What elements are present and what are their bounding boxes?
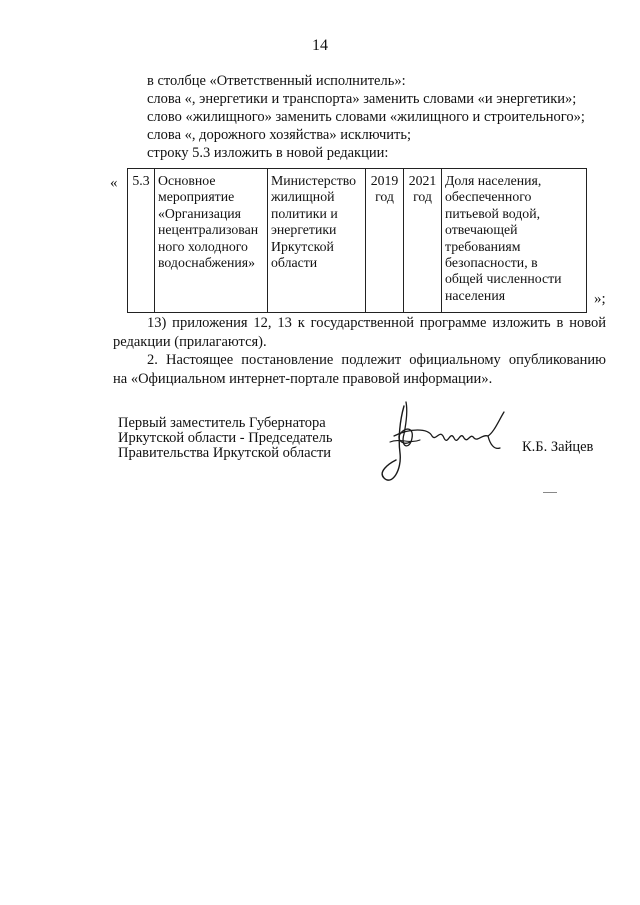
cell-line: политики и <box>271 205 338 221</box>
start-year-cell <box>366 169 404 313</box>
signer-name: К.Б. Зайцев <box>522 439 594 455</box>
cell-line: жилищной <box>271 189 335 205</box>
cell-line: требованиям <box>445 238 521 254</box>
paragraph-2 <box>113 351 606 389</box>
handwritten-signature <box>370 398 520 490</box>
cell-line: ного холодного <box>158 238 248 254</box>
cell-line: энергетики <box>271 222 337 238</box>
signer-title <box>118 416 333 461</box>
amendment-table <box>127 168 587 313</box>
cell-line: водоснабжения» <box>158 255 255 271</box>
indicator-cell <box>442 169 587 313</box>
paragraph-continuation: на «Официальном интернет-портале правовой информации». <box>113 371 493 387</box>
cell-line: «Организация <box>158 205 241 221</box>
measure-name-cell <box>155 169 268 313</box>
instruction-line: слова «, дорожного хозяйства» исключить; <box>147 127 412 143</box>
paragraph-first-line: 2. Настоящее постановление подлежит официальному опубликованию <box>147 352 606 368</box>
cell-line: питьевой водой, <box>445 205 541 221</box>
row-number: 5.3 <box>132 173 150 188</box>
end-year: 2021 <box>408 173 437 188</box>
cell-line: нецентрализован <box>158 222 259 238</box>
cell-line: области <box>271 255 318 271</box>
instruction-line: строку 5.3 изложить в новой редакции: <box>147 145 389 161</box>
end-year-cell <box>404 169 442 313</box>
cell-line: Доля населения, <box>445 173 542 188</box>
cell-line: отвечающей <box>445 222 518 238</box>
paragraph-first-line: 13) приложения 12, 13 к государственной программе изложить в новой <box>147 315 606 331</box>
instruction-line: слова «, энергетики и транспорта» заменить словами «и энергетики»; <box>147 91 577 107</box>
cell-line: Основное <box>158 173 216 188</box>
instruction-line: в столбце «Ответственный исполнитель»: <box>147 73 406 89</box>
cell-line: безопасности, в <box>445 255 538 271</box>
cell-line: населения <box>445 287 506 303</box>
signer-title-line: Иркутской области - Председатель <box>118 430 333 446</box>
table-row <box>128 169 587 313</box>
paragraph-continuation: редакции (прилагаются). <box>113 334 267 350</box>
paragraph-13 <box>113 314 606 352</box>
page-number: 14 <box>312 37 328 54</box>
start-year: 2019 <box>370 173 399 188</box>
row-number-cell <box>128 169 155 313</box>
signer-title-line: Первый заместитель Губернатора <box>118 415 326 431</box>
responsible-executor-cell <box>268 169 366 313</box>
margin-mark <box>543 492 557 493</box>
cell-line: обеспеченного <box>445 189 532 205</box>
amendment-instructions <box>147 72 617 162</box>
opening-quote: « <box>110 175 118 191</box>
cell-line: мероприятие <box>158 189 235 205</box>
cell-line: Министерство <box>271 173 357 188</box>
start-year-unit: год <box>375 189 394 205</box>
closing-quote: »; <box>594 291 606 307</box>
signer-title-line: Правительства Иркутской области <box>118 445 332 461</box>
cell-line: общей численности <box>445 271 562 287</box>
instruction-line: слово «жилищного» заменить словами «жилищного и строительного»; <box>147 109 585 125</box>
end-year-unit: год <box>413 189 432 205</box>
cell-line: Иркутской <box>271 238 334 254</box>
